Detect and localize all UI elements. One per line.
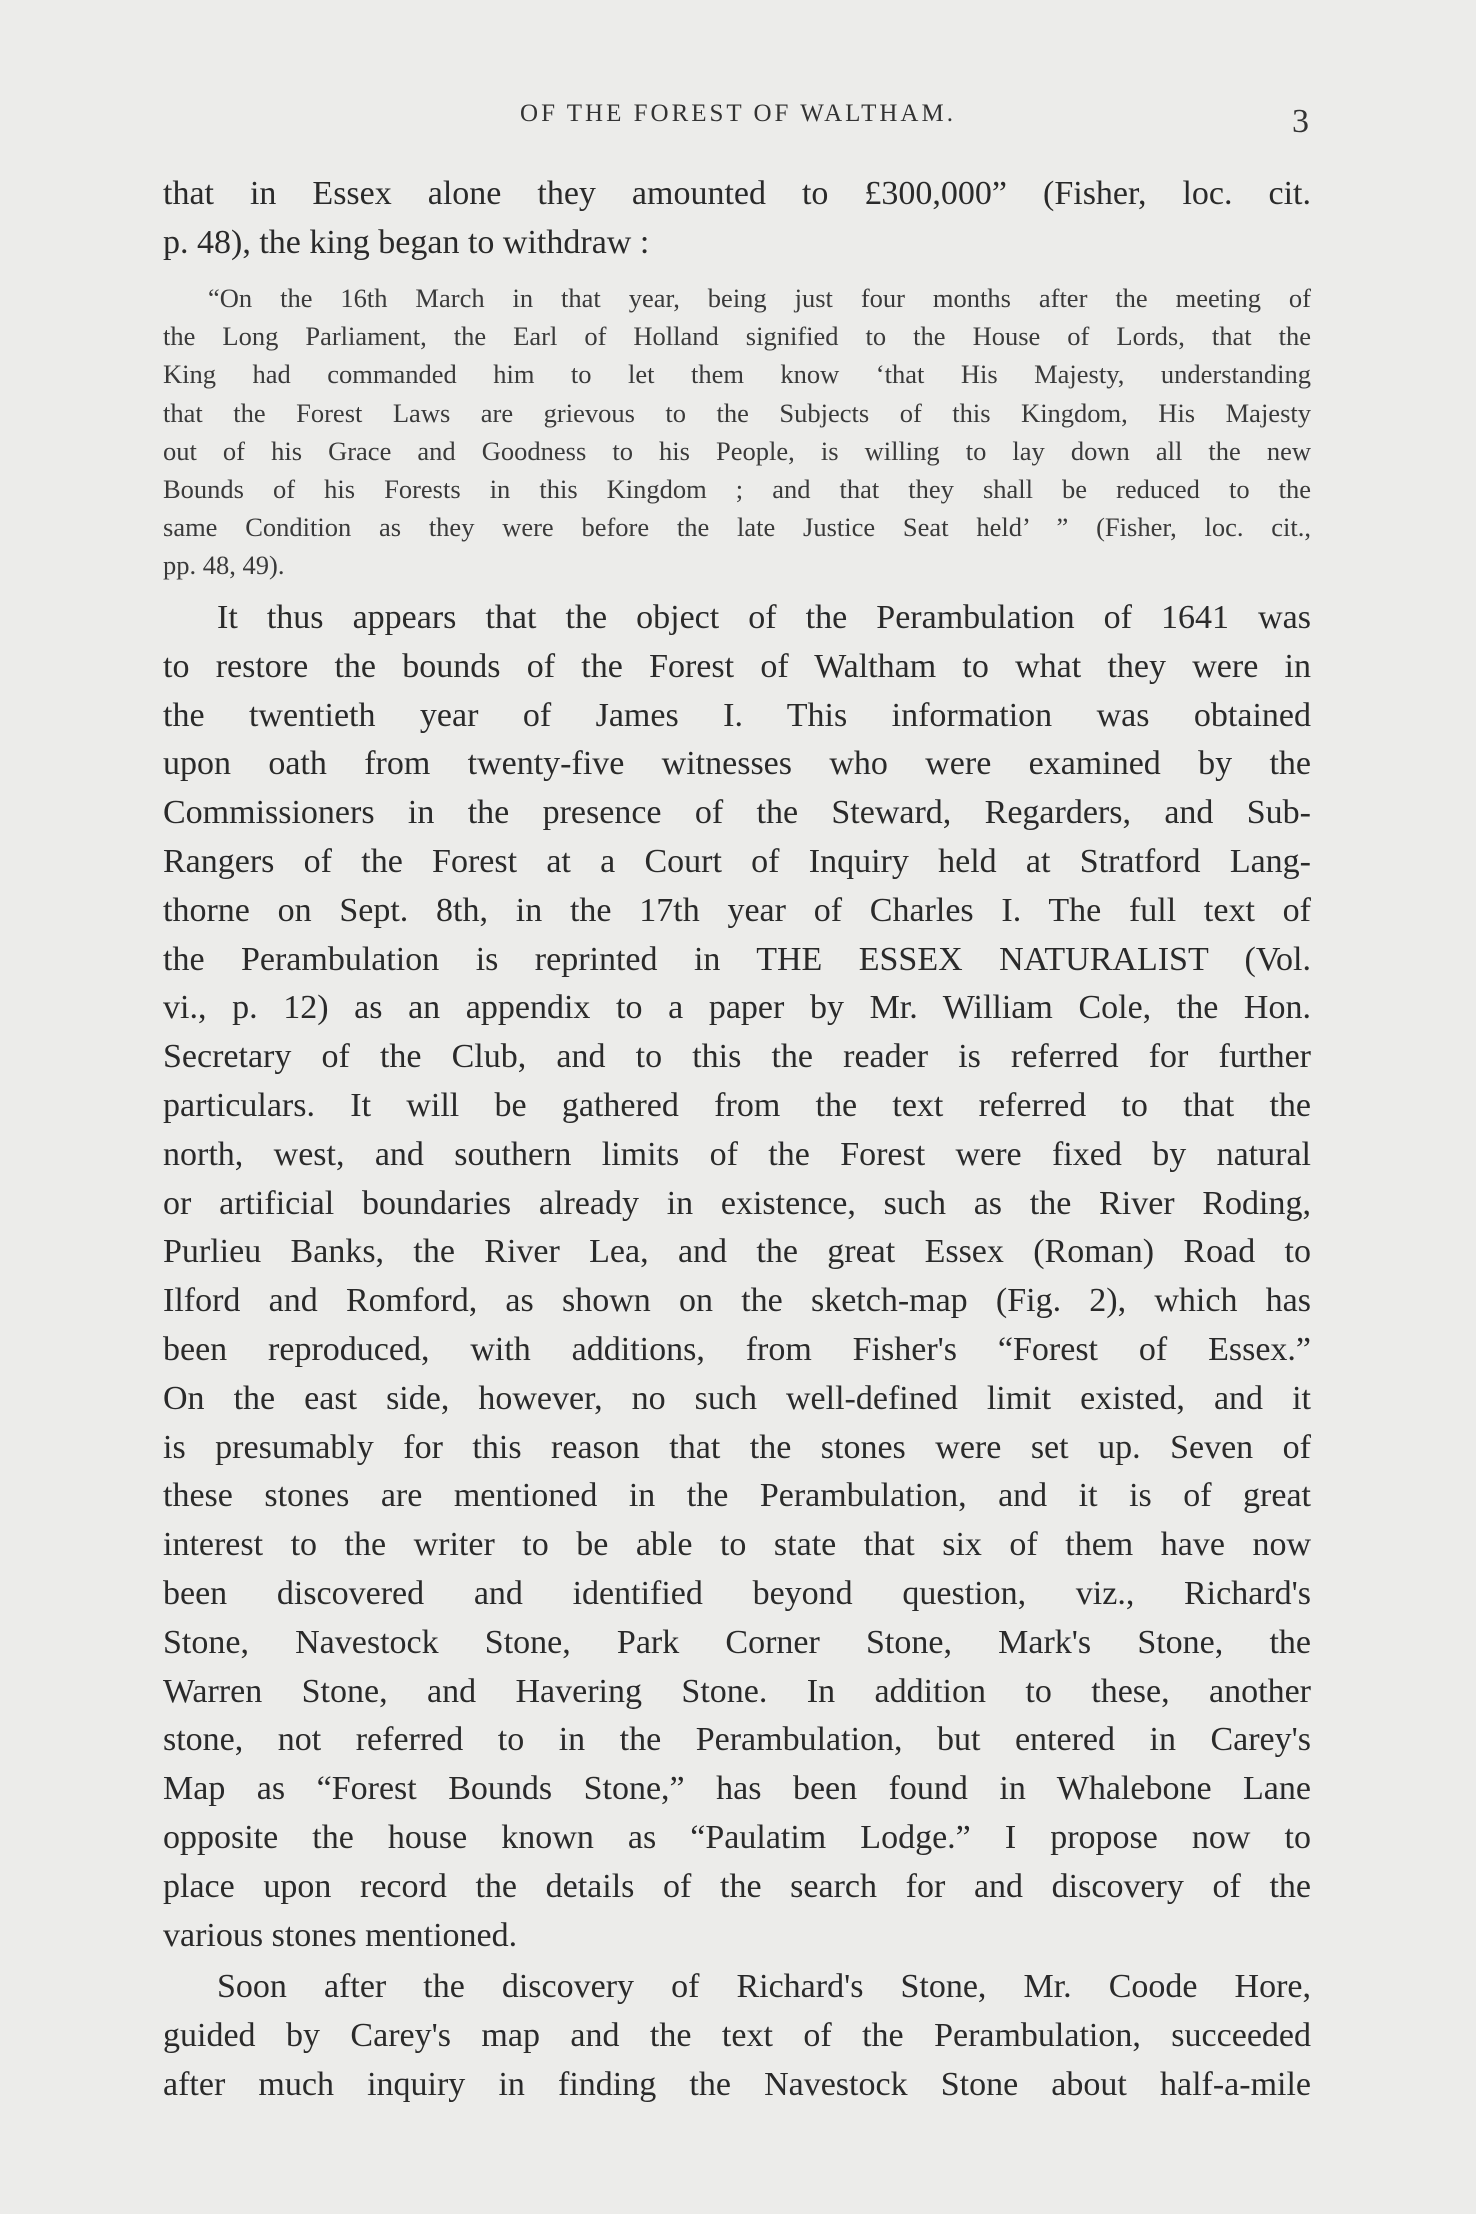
text-line: been reproduced, with additions, from Fisher's “Forest of Essex.”: [163, 1330, 1311, 1368]
text-line: or artificial boundaries already in existence, such as the River Roding,: [163, 1184, 1311, 1222]
quote-line: the Long Parliament, the Earl of Holland signified to the House of Lords, that the: [163, 321, 1311, 352]
text-line: the Perambulation is reprinted in THE ESSEX NATURALIST (Vol.: [163, 940, 1311, 978]
text-line: interest to the writer to be able to state that six of them have now: [163, 1526, 1311, 1564]
block-quote: [163, 279, 1311, 585]
text-line: Map as “Forest Bounds Stone,” has been found in Whalebone Lane: [163, 1770, 1311, 1808]
text-line: thorne on Sept. 8th, in the 17th year of Charles I. The full text of: [163, 891, 1311, 929]
text-line: Ilford and Romford, as shown on the sketch-map (Fig. 2), which has: [163, 1282, 1311, 1320]
text-line: Warren Stone, and Havering Stone. In addition to these, another: [163, 1672, 1311, 1710]
text-line: that in Essex alone they amounted to £300,000” (Fisher, loc. cit.: [163, 175, 1311, 212]
text-line: p. 48), the king began to withdraw :: [163, 223, 650, 261]
text-line: place upon record the details of the search for and discovery of the: [163, 1867, 1311, 1905]
text-line: after much inquiry in finding the Navestock Stone about half-a-mile: [163, 2065, 1311, 2103]
intro-paragraph: [163, 170, 1311, 268]
running-header: OF THE FOREST OF WALTHAM.: [520, 100, 956, 127]
quote-line: Bounds of his Forests in this Kingdom ; and that they shall be reduced to the: [163, 473, 1311, 504]
page-number: 3: [1292, 103, 1309, 140]
body-paragraph-1: [163, 594, 1311, 1960]
text-line: vi., p. 12) as an appendix to a paper by Mr. William Cole, the Hon.: [163, 989, 1311, 1027]
quote-line: out of his Grace and Goodness to his People, is willing to lay down all the new: [163, 435, 1311, 466]
text-line: various stones mentioned.: [163, 1916, 518, 1954]
text-line: Stone, Navestock Stone, Park Corner Stone, Mark's Stone, the: [163, 1623, 1311, 1661]
text-line: Soon after the discovery of Richard's Stone, Mr. Coode Hore,: [217, 1968, 1311, 2005]
text-line: particulars. It will be gathered from the text referred to that the: [163, 1086, 1311, 1124]
quote-line: “On the 16th March in that year, being just four months after the meeting of: [208, 283, 1311, 313]
text-line: north, west, and southern limits of the Forest were fixed by natural: [163, 1135, 1311, 1173]
body-paragraph-2: [163, 1963, 1311, 2109]
text-line: upon oath from twenty-five witnesses who were examined by the: [163, 745, 1311, 783]
text-line: is presumably for this reason that the stones were set up. Seven of: [163, 1428, 1311, 1466]
text-line: Purlieu Banks, the River Lea, and the great Essex (Roman) Road to: [163, 1233, 1311, 1271]
text-line: It thus appears that the object of the Perambulation of 1641 was: [217, 599, 1311, 636]
text-line: been discovered and identified beyond question, viz., Richard's: [163, 1574, 1311, 1612]
text-line: On the east side, however, no such well-defined limit existed, and it: [163, 1379, 1311, 1417]
text-line: guided by Carey's map and the text of the Perambulation, succeeded: [163, 2016, 1311, 2054]
quote-line: King had commanded him to let them know ‘that His Majesty, understanding: [163, 359, 1311, 390]
quote-line: same Condition as they were before the late Justice Seat held’ ” (Fisher, loc. cit.,: [163, 512, 1311, 543]
text-line: Commissioners in the presence of the Steward, Regarders, and Sub-: [163, 794, 1311, 832]
text-line: these stones are mentioned in the Perambulation, and it is of great: [163, 1477, 1311, 1515]
text-line: Rangers of the Forest at a Court of Inquiry held at Stratford Lang-: [163, 842, 1311, 880]
text-line: opposite the house known as “Paulatim Lodge.” I propose now to: [163, 1818, 1311, 1856]
text-line: to restore the bounds of the Forest of Waltham to what they were in: [163, 647, 1311, 685]
text-line: the twentieth year of James I. This information was obtained: [163, 696, 1311, 734]
text-line: Secretary of the Club, and to this the reader is referred for further: [163, 1038, 1311, 1076]
quote-line: that the Forest Laws are grievous to the Subjects of this Kingdom, His Majesty: [163, 397, 1311, 428]
quote-line: pp. 48, 49).: [163, 550, 285, 581]
text-line: stone, not referred to in the Perambulation, but entered in Carey's: [163, 1721, 1311, 1759]
